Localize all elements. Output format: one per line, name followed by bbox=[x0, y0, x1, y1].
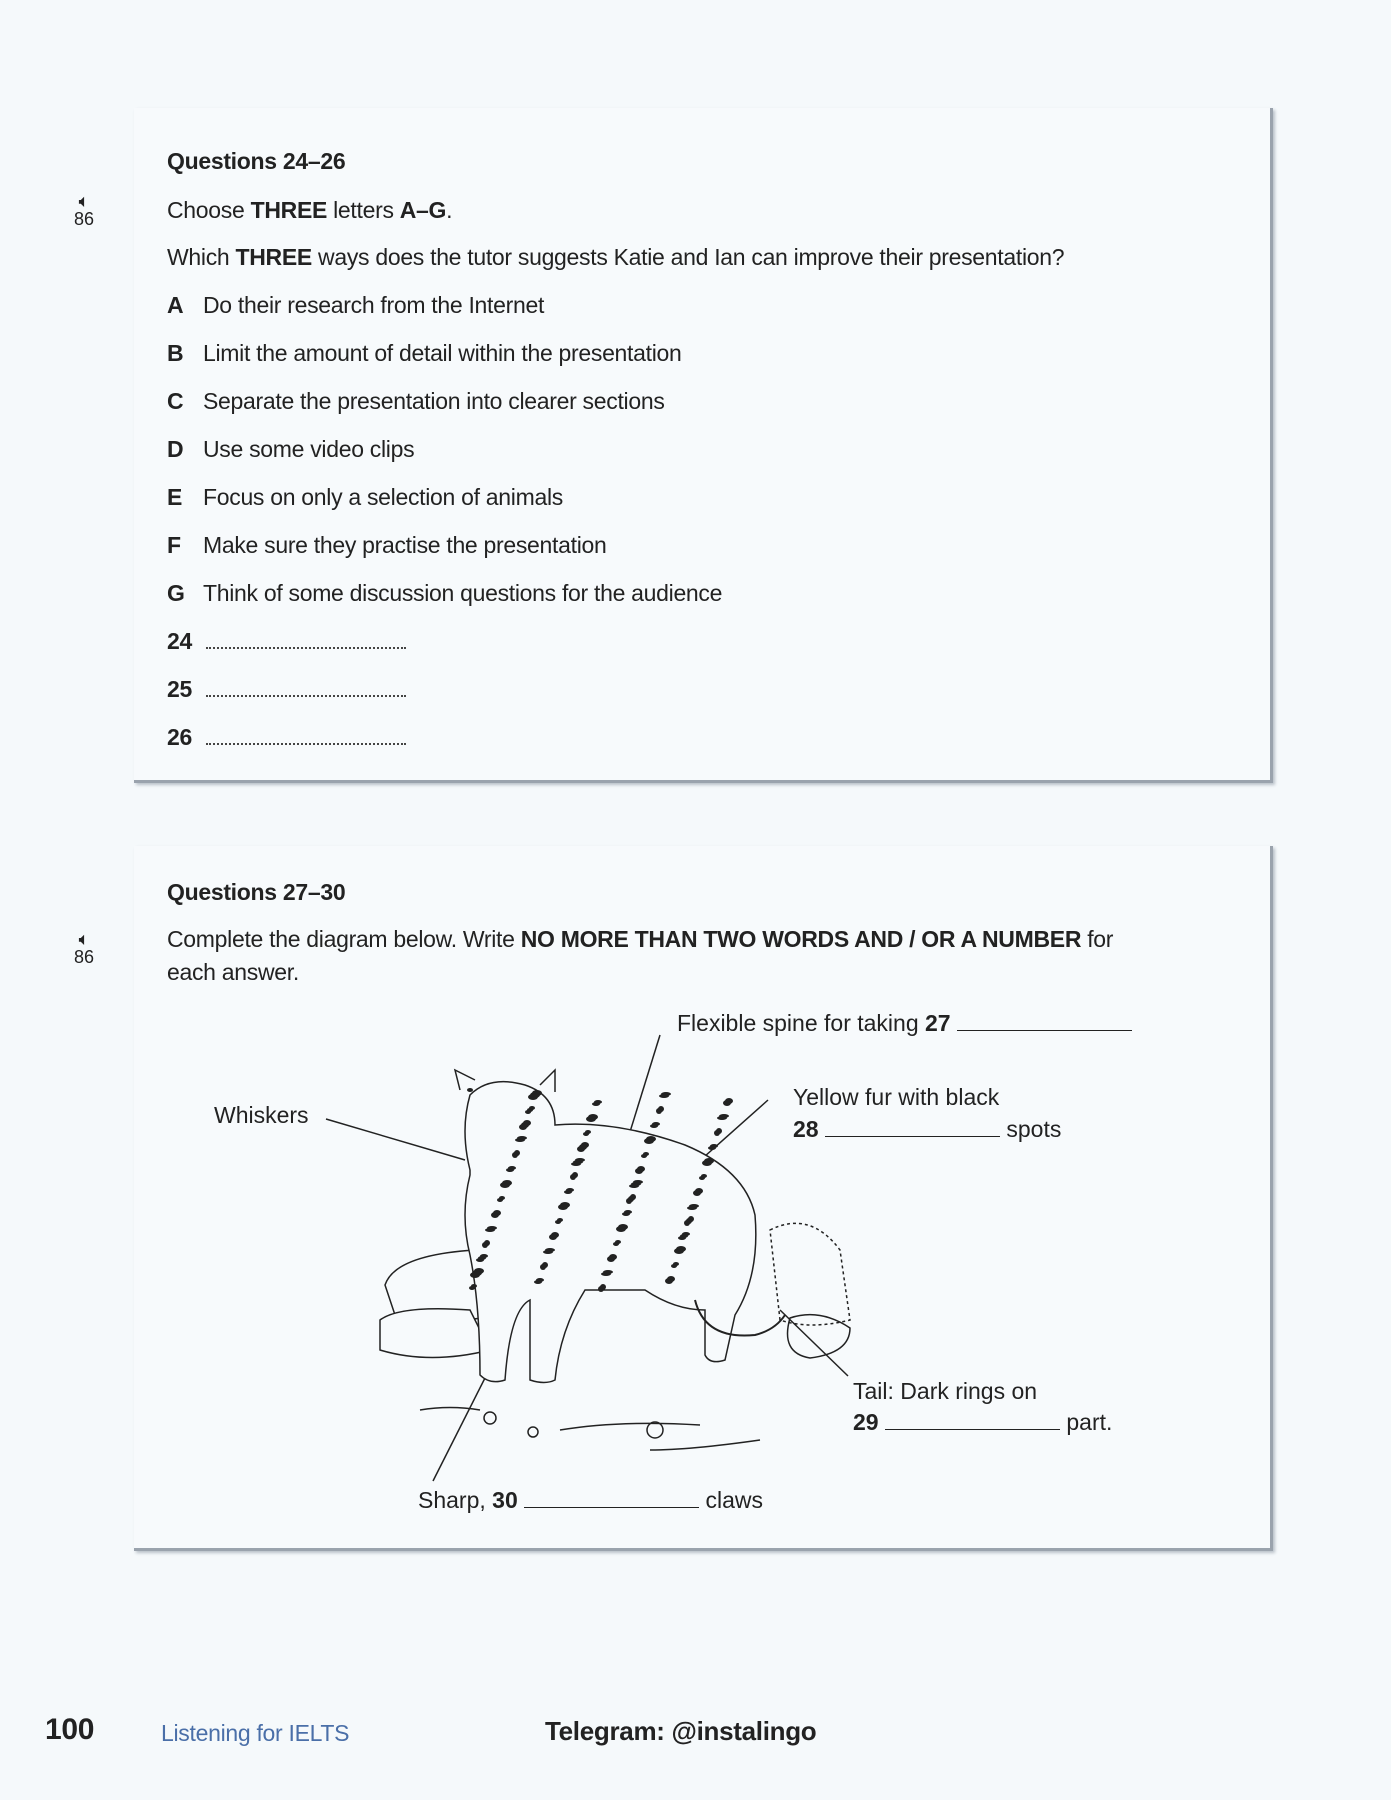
fur-spot bbox=[652, 1122, 660, 1126]
fur-spot bbox=[560, 1202, 570, 1208]
option-text: Do their research from the Internet bbox=[203, 292, 545, 318]
option-text: Think of some discussion questions for the audience bbox=[203, 580, 723, 606]
fur-spot bbox=[630, 1194, 636, 1200]
question: Which THREE ways does the tutor suggests Katie and Ian can improve their presentation? bbox=[167, 244, 1065, 270]
fur-spot bbox=[673, 1262, 679, 1266]
fur-spot bbox=[704, 1158, 714, 1164]
fur-spot bbox=[487, 1226, 497, 1230]
answer-blank-30[interactable] bbox=[524, 1489, 699, 1508]
fur-spot bbox=[719, 1114, 729, 1118]
fur-spot bbox=[545, 1248, 555, 1252]
speaker-icon: 🔈︎ bbox=[78, 191, 90, 211]
fur-spot bbox=[624, 1210, 632, 1214]
fur-spot bbox=[667, 1276, 675, 1282]
fur-spot bbox=[646, 1136, 656, 1142]
fur-spot bbox=[676, 1246, 686, 1252]
fur-spot bbox=[618, 1224, 628, 1230]
label-fur-line2: 28 spots bbox=[793, 1116, 1062, 1142]
fur-spot bbox=[474, 1268, 484, 1274]
fur-spot bbox=[643, 1152, 649, 1156]
fur-spot bbox=[542, 1262, 548, 1268]
answer-blank-29[interactable] bbox=[885, 1411, 1060, 1430]
option-letter: G bbox=[167, 580, 185, 606]
fur-spot bbox=[551, 1232, 559, 1238]
fur-spot bbox=[557, 1218, 563, 1222]
fur-spot bbox=[716, 1128, 722, 1134]
fur-spot bbox=[600, 1284, 606, 1290]
fur-spot bbox=[572, 1172, 578, 1178]
fur-spot bbox=[710, 1144, 718, 1148]
option-letter: E bbox=[167, 484, 183, 510]
fur-spot bbox=[603, 1270, 613, 1274]
speaker-icon: 🔈︎ bbox=[78, 929, 90, 949]
question-number: 25 bbox=[167, 676, 192, 702]
option-letter: B bbox=[167, 340, 184, 366]
fur-spot bbox=[585, 1130, 591, 1134]
pointer-line bbox=[326, 1119, 465, 1160]
fur-spot bbox=[517, 1136, 527, 1140]
label-fur: Yellow fur with black bbox=[793, 1084, 1000, 1110]
fur-spot bbox=[637, 1166, 645, 1172]
option-text: Separate the presentation into clearer sections bbox=[203, 388, 665, 414]
fur-spot bbox=[682, 1232, 690, 1236]
option-letter: A bbox=[167, 292, 184, 318]
section-title: Questions 27–30 bbox=[167, 879, 346, 905]
track-number: 86 bbox=[74, 947, 95, 967]
fur-spot bbox=[661, 1092, 671, 1096]
pointer-line bbox=[433, 1376, 486, 1481]
page-number: 100 bbox=[45, 1713, 95, 1746]
telegram-watermark: Telegram: @instalingo bbox=[545, 1716, 817, 1746]
fur-spot bbox=[532, 1090, 542, 1096]
label-tail-line2: 29 part. bbox=[853, 1409, 1113, 1435]
fur-spot bbox=[633, 1180, 643, 1184]
fur-spot bbox=[480, 1254, 488, 1258]
fur-spot bbox=[615, 1240, 621, 1244]
instruction: Complete the diagram below. Write NO MORE THAN TWO WORDS AND / OR A NUMBER for bbox=[167, 926, 1114, 952]
label-tail: Tail: Dark rings on bbox=[853, 1378, 1038, 1404]
fur-spot bbox=[499, 1196, 505, 1200]
fur-spot bbox=[566, 1188, 574, 1192]
label-spine: Flexible spine for taking 27 bbox=[677, 1010, 1132, 1037]
fur-spot bbox=[725, 1098, 733, 1104]
fur-spot bbox=[523, 1120, 531, 1126]
fur-spot bbox=[467, 1088, 473, 1092]
fur-spot bbox=[575, 1158, 585, 1162]
question-number: 26 bbox=[167, 724, 192, 750]
option-text: Use some video clips bbox=[203, 436, 415, 462]
fur-spot bbox=[508, 1166, 516, 1170]
fur-spot bbox=[609, 1254, 617, 1260]
question-number: 24 bbox=[167, 628, 192, 654]
fur-spot bbox=[536, 1278, 544, 1282]
fur-spot bbox=[689, 1204, 699, 1208]
label-whiskers: Whiskers bbox=[214, 1102, 309, 1128]
option-text: Focus on only a selection of animals bbox=[203, 484, 563, 510]
fur-spot bbox=[594, 1100, 602, 1104]
label-claws: Sharp, 30 claws bbox=[418, 1487, 764, 1513]
fur-spot bbox=[529, 1106, 535, 1110]
fur-spot bbox=[688, 1216, 694, 1222]
fur-spot bbox=[695, 1188, 703, 1194]
option-letter: F bbox=[167, 532, 181, 558]
track-number: 86 bbox=[74, 209, 95, 229]
fur-spot bbox=[502, 1180, 512, 1186]
answer-blank-27[interactable] bbox=[957, 1012, 1132, 1031]
answer-blank-28[interactable] bbox=[825, 1118, 1000, 1137]
section-title: Questions 24–26 bbox=[167, 148, 346, 174]
fur-spot bbox=[588, 1114, 598, 1120]
option-text: Make sure they practise the presentation bbox=[203, 532, 607, 558]
fur-spot bbox=[493, 1210, 501, 1216]
instruction-line2: each answer. bbox=[167, 959, 299, 985]
option-letter: D bbox=[167, 436, 184, 462]
fur-spot bbox=[701, 1174, 707, 1178]
fur-spot bbox=[514, 1150, 520, 1156]
fur-spot bbox=[484, 1240, 490, 1246]
fur-spot bbox=[658, 1106, 664, 1112]
option-text: Limit the amount of detail within the presentation bbox=[203, 340, 682, 366]
book-title: Listening for IELTS bbox=[161, 1720, 350, 1746]
instruction: Choose THREE letters A–G. bbox=[167, 197, 453, 223]
option-letter: C bbox=[167, 388, 184, 414]
fur-spot bbox=[471, 1284, 477, 1288]
fur-spot bbox=[581, 1142, 589, 1148]
